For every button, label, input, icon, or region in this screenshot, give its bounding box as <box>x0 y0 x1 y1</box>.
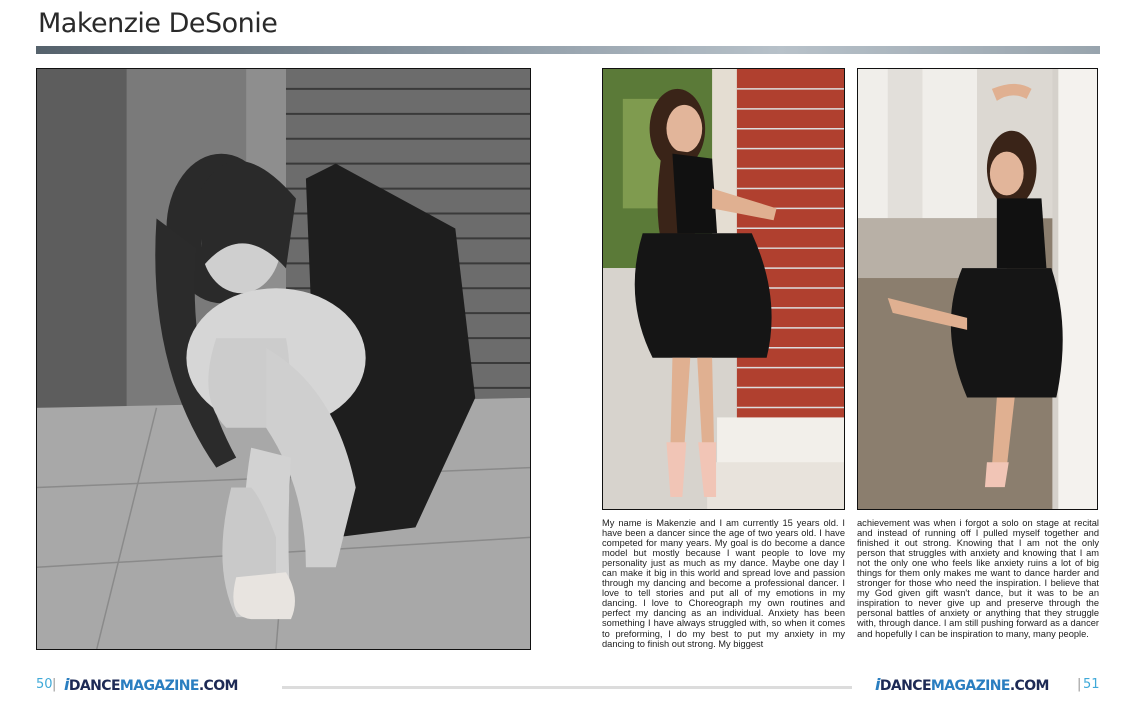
brand-com: .COM <box>198 678 238 694</box>
page-number-separator-right: | <box>1077 677 1082 692</box>
page-number-left: 50 <box>36 677 53 692</box>
footer-divider <box>282 686 852 689</box>
brand-logo-left <box>64 675 238 694</box>
photo-dancer-brick-pillar <box>602 68 845 510</box>
page-number-right: 51 <box>1083 677 1100 692</box>
photo-bw-dancer <box>36 68 531 650</box>
article-text-column-2: achievement was when i forgot a solo on stage at recital and instead of running off I pulled myself together and finished it out strong. Knowing that I am not the only person that struggles with anxiety and knowing that I am not the only one who feels like anxiety ruins a lot of big things for them only makes me want to dance harder and stronger for those who need the inspiration. I believe that my God given gift wasn't dance, but it was to be an inspiration to never give up and preserve through the personal battles of anxiety or anything that they struggle with, through dance. I am still pushing forward as a dancer and hopefully I can be inspiration to many, many people. <box>857 518 1099 639</box>
brand-i-right: i <box>875 675 880 694</box>
title-rule <box>36 46 1100 54</box>
page-number-separator-left: | <box>52 677 57 692</box>
page-title: Makenzie DeSonie <box>38 8 278 39</box>
article-text-column-1: My name is Makenzie and I am currently 15 years old. I have been a dancer since the age of two years old. I have competed for many years. My goal is do become a dance model but mostly because I want people to love my personality just as much as my dance. Maybe one day I can make it big in this world and spread love and passion through my dancing and become a professional dancer. I love to tell stories and put all of my emotions in my dancing. I love to Choreograph my own routines and perfect my dancing as an individual. Anxiety has been something I have always struggled with, so when it comes to preforming, I do my best to put my anxiety in my dancing to finish out strong. My biggest <box>602 518 845 649</box>
brand-magazine-right: MAGAZINE <box>930 678 1010 694</box>
brand-dance: DANCE <box>68 678 120 694</box>
photo-dancer-white-column <box>857 68 1098 510</box>
brand-i: i <box>64 675 69 694</box>
brand-dance-right: DANCE <box>879 678 931 694</box>
brand-magazine: MAGAZINE <box>119 678 199 694</box>
brand-logo-right <box>875 675 1049 694</box>
brand-com-right: .COM <box>1009 678 1049 694</box>
